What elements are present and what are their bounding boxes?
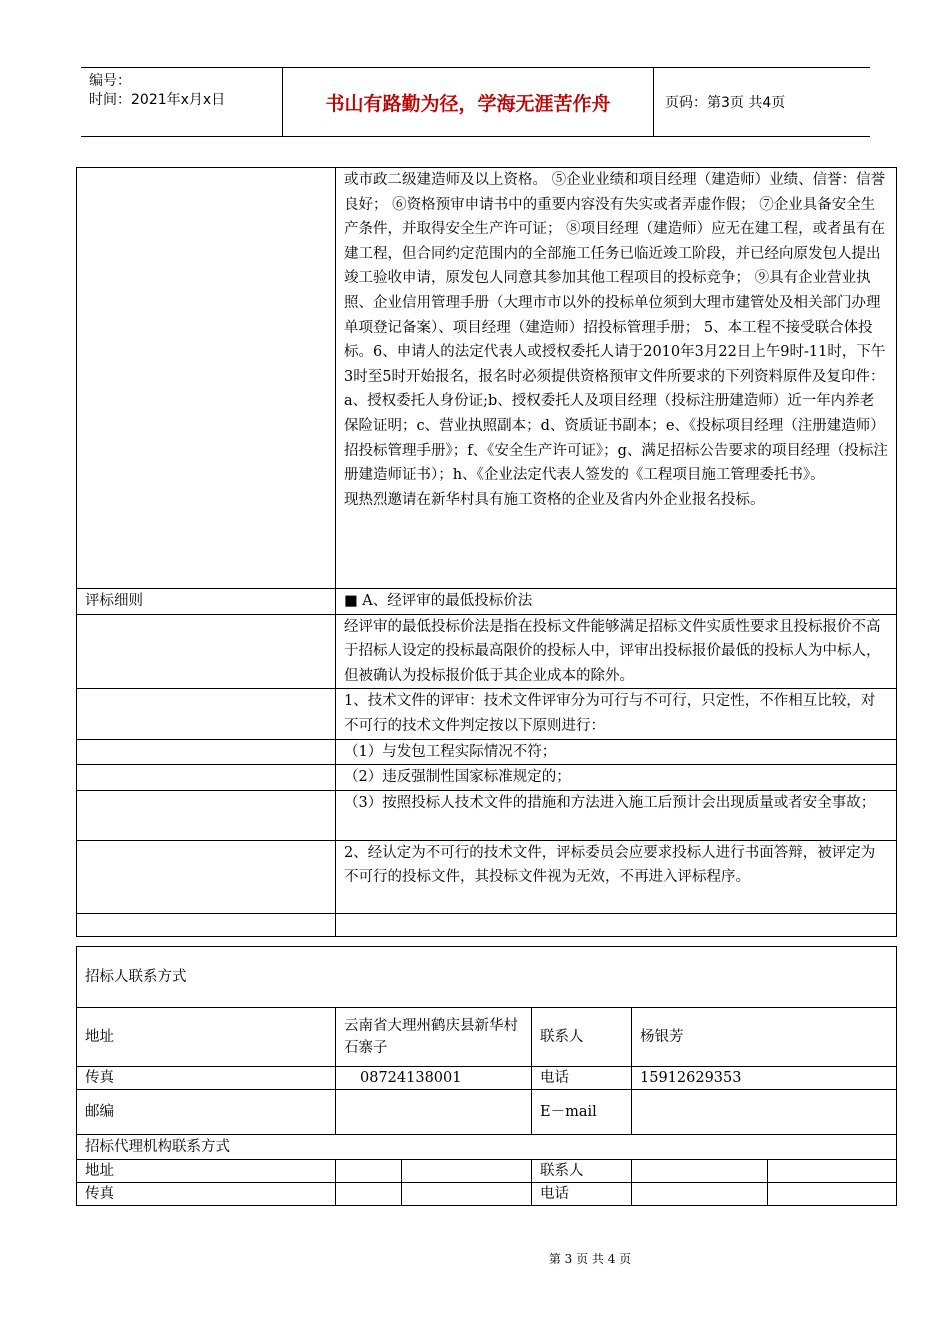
agency-phone-label: 电话: [532, 1183, 632, 1206]
phone-value: 15912629353: [632, 1067, 897, 1090]
table-row: [77, 1008, 897, 1067]
footer-page-number: 第 3 页 共 4 页: [548, 1252, 632, 1266]
tender-details-table: [76, 167, 897, 937]
agency-contact-title: 招标代理机构联系方式: [77, 1135, 897, 1160]
agency-contact-person-label: 联系人: [532, 1160, 632, 1183]
address-value: 云南省大理州鹤庆县新华村石寨子: [336, 1008, 532, 1067]
header-meta: [89, 72, 289, 110]
table-row: [77, 1135, 897, 1160]
email-value: [632, 1090, 897, 1135]
table-row: [77, 840, 897, 913]
table-row: [77, 947, 897, 1008]
postcode-label: 邮编: [77, 1090, 336, 1135]
address-label: 地址: [77, 1008, 336, 1067]
header-page-number: 页码：第3页 共4页: [665, 95, 786, 111]
rule-item: （3）按照投标人技术文件的措施和方法进入施工后预计会出现质量或者安全事故；: [336, 790, 897, 840]
table-row: [77, 790, 897, 840]
agency-address-label: 地址: [77, 1160, 336, 1183]
eval-method: ■ A、经评审的最低投标价法: [336, 589, 897, 615]
table-row: [77, 689, 897, 739]
table-row: [77, 168, 897, 589]
table-row: [77, 1067, 897, 1090]
agency-contact-table: [76, 1135, 897, 1206]
tech-review-text: 1、技术文件的评审：技术文件评审分为可行与不可行，只定性，不作相互比较，对不可行的技术文件判定按以下原则进行：: [336, 689, 897, 739]
rule-conclusion: 2、经认定为不可行的技术文件，评标委员会应要求投标人进行书面答辩，被评定为不可行的投标文件，其投标文件视为无效，不再进入评标程序。: [336, 840, 897, 913]
rule-item: （1）与发包工程实际情况不符；: [336, 739, 897, 765]
invitation-text: 现热烈邀请在新华村具有施工资格的企业及省内外企业报名投标。: [344, 491, 765, 508]
fax-label: 传真: [77, 1067, 336, 1090]
table-row: [77, 1090, 897, 1135]
qualification-text: 或市政二级建造师及以上资格。 ⑤企业业绩和项目经理（建造师）业绩、信誉：信誉良好； ⑥资格预审申请书中的重要内容没有失实或者弄虚作假； ⑦企业具备安全生产条件，并取得安全生产许可证； ⑧项目经理（建造师）应无在建工程，或者虽有在建工程，但合同约定范围内的全部施工任务已临近竣工阶段，并已经向原发包人提出竣工验收申请，原发包人同意其参加其他工程项目的投标竞争； ⑨具有企业营业执照、企业信用管理手册（大理市市以外的投标单位须到大理市建管处及相关部门办理单项登记备案）、项目经理（建造师）招投标管理手册； 5、本工程不接受联合体投标。6、申请人的法定代表人或授权委托人请于2010年3月22日上午9时-11时，下午3时至5时开始报名，报名时必须提供资格预审文件所要求的下列资料原件及复印件：a、授权委托人身份证;b、授权委托人及项目经理（投标注册建造师）近一年内养老保险证明；c、营业执照副本；d、资质证书副本；e、《投标项目经理（注册建造师）招投标管理手册》；f、《安全生产许可证》；g、满足招标公告要求的项目经理（投标注册建造师证书）；h、《企业法定代表人签发的《工程项目施工管理委托书》。: [344, 172, 888, 484]
email-label: E－mail: [532, 1090, 632, 1135]
tenderer-contact-title: 招标人联系方式: [77, 947, 897, 1008]
agency-fax-label: 传真: [77, 1183, 336, 1206]
postcode-value: [336, 1090, 532, 1135]
eval-label: 评标细则: [77, 589, 336, 615]
table-row: [77, 589, 897, 615]
table-row: [77, 913, 897, 936]
table-row: [77, 614, 897, 689]
table-row: [77, 1183, 897, 1206]
phone-label: 电话: [532, 1067, 632, 1090]
table-row: [77, 1160, 897, 1183]
eval-description: 经评审的最低投标价法是指在投标文件能够满足招标文件实质性要求且投标报价不高于招标人设定的投标最高限价的投标人中，评审出投标报价最低的投标人为中标人，但被确认为投标报价低于其企业成本的除外。: [336, 614, 897, 689]
rule-item: （2）违反强制性国家标准规定的；: [336, 765, 897, 791]
contact-person-label: 联系人: [532, 1008, 632, 1067]
table-row: [77, 765, 897, 791]
fax-value: 08724138001: [336, 1067, 532, 1090]
header-divider: [653, 68, 654, 136]
contact-person-value: 杨银芳: [632, 1008, 897, 1067]
document-number-label: 编号：: [89, 73, 131, 89]
document-time-label: 时间：2021年x月x日: [89, 92, 226, 108]
tenderer-contact-table: [76, 946, 897, 1135]
header-motto: 书山有路勤为径，学海无涯苦作舟: [325, 92, 611, 115]
page-header: [81, 67, 870, 137]
table-row: [77, 739, 897, 765]
page-footer: [0, 1250, 950, 1267]
